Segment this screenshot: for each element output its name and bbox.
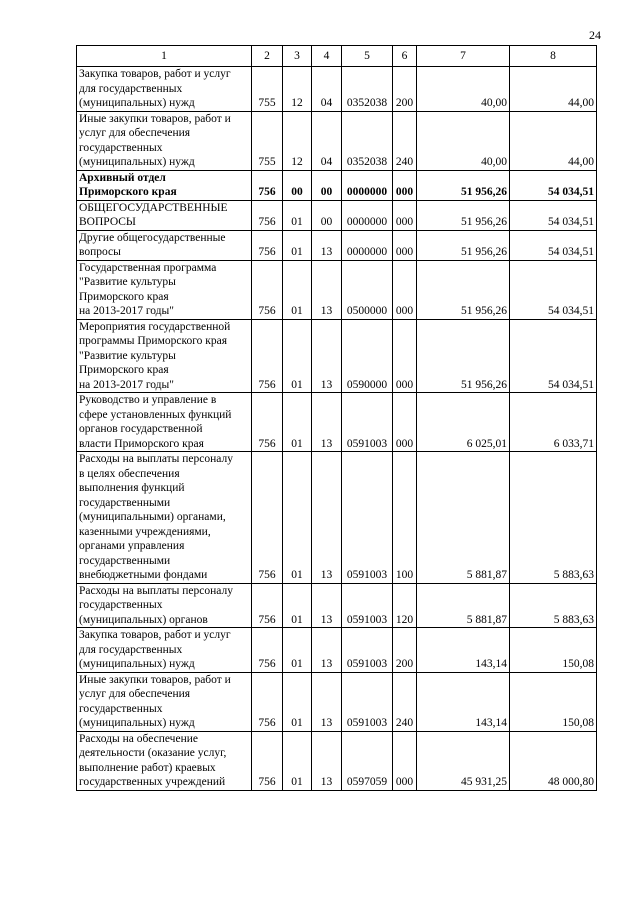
subsection-code-cell: 13 — [312, 628, 342, 673]
amount-col8-cell: 54 034,51 — [510, 200, 597, 230]
amount-col8-cell: 44,00 — [510, 111, 597, 170]
row-name-cell: Архивный отдел Приморского края — [77, 170, 252, 200]
section-code-cell: 01 — [283, 260, 312, 319]
row-name-cell: Расходы на выплаты персоналу государственных (муниципальных) органов — [77, 583, 252, 628]
budget-table — [76, 45, 597, 791]
admin-code-cell: 756 — [252, 319, 283, 393]
subsection-code-cell: 13 — [312, 583, 342, 628]
row-name-cell: Расходы на обеспечение деятельности (оказание услуг, выполнение работ) краевых государственных учреждений — [77, 731, 252, 790]
admin-code-cell: 756 — [252, 452, 283, 584]
amount-col7-cell: 51 956,26 — [417, 319, 510, 393]
amount-col7-cell: 5 881,87 — [417, 452, 510, 584]
amount-col8-cell: 54 034,51 — [510, 170, 597, 200]
amount-col8-cell: 54 034,51 — [510, 260, 597, 319]
section-code-cell: 01 — [283, 628, 312, 673]
amount-col7-cell: 45 931,25 — [417, 731, 510, 790]
table-row — [77, 111, 597, 170]
header-cell: 4 — [312, 46, 342, 67]
expense-type-cell: 000 — [393, 200, 417, 230]
table-row — [77, 230, 597, 260]
section-code-cell: 01 — [283, 731, 312, 790]
section-code-cell: 12 — [283, 67, 312, 112]
section-code-cell: 01 — [283, 230, 312, 260]
subsection-code-cell: 00 — [312, 170, 342, 200]
row-name-cell: Мероприятия государственной программы Приморского края "Развитие культуры Приморского края на 2013-2017 годы" — [77, 319, 252, 393]
target-article-cell: 0591003 — [342, 452, 393, 584]
expense-type-cell: 200 — [393, 628, 417, 673]
header-cell: 5 — [342, 46, 393, 67]
section-code-cell: 01 — [283, 672, 312, 731]
table-row — [77, 260, 597, 319]
amount-col8-cell: 48 000,80 — [510, 731, 597, 790]
table-row — [77, 628, 597, 673]
section-code-cell: 01 — [283, 319, 312, 393]
amount-col7-cell: 51 956,26 — [417, 170, 510, 200]
subsection-code-cell: 13 — [312, 260, 342, 319]
amount-col8-cell: 54 034,51 — [510, 230, 597, 260]
section-code-cell: 01 — [283, 583, 312, 628]
amount-col7-cell: 143,14 — [417, 628, 510, 673]
header-cell: 1 — [77, 46, 252, 67]
amount-col7-cell: 40,00 — [417, 67, 510, 112]
table-row — [77, 731, 597, 790]
table-row — [77, 67, 597, 112]
target-article-cell: 0500000 — [342, 260, 393, 319]
amount-col7-cell: 5 881,87 — [417, 583, 510, 628]
row-name-cell: Другие общегосударственные вопросы — [77, 230, 252, 260]
subsection-code-cell: 13 — [312, 319, 342, 393]
header-cell: 8 — [510, 46, 597, 67]
header-cell: 3 — [283, 46, 312, 67]
expense-type-cell: 000 — [393, 393, 417, 452]
admin-code-cell: 756 — [252, 583, 283, 628]
page-number: 24 — [589, 28, 601, 42]
subsection-code-cell: 13 — [312, 393, 342, 452]
amount-col8-cell: 5 883,63 — [510, 583, 597, 628]
expense-type-cell: 240 — [393, 111, 417, 170]
amount-col8-cell: 5 883,63 — [510, 452, 597, 584]
subsection-code-cell: 13 — [312, 672, 342, 731]
table-row — [77, 452, 597, 584]
row-name-cell: Руководство и управление в сфере установленных функций органов государственной власти Приморского края — [77, 393, 252, 452]
subsection-code-cell: 04 — [312, 111, 342, 170]
expense-type-cell: 000 — [393, 319, 417, 393]
subsection-code-cell: 00 — [312, 200, 342, 230]
target-article-cell: 0591003 — [342, 672, 393, 731]
admin-code-cell: 756 — [252, 628, 283, 673]
admin-code-cell: 756 — [252, 393, 283, 452]
amount-col7-cell: 143,14 — [417, 672, 510, 731]
target-article-cell: 0591003 — [342, 628, 393, 673]
section-code-cell: 00 — [283, 170, 312, 200]
section-code-cell: 01 — [283, 393, 312, 452]
amount-col8-cell: 44,00 — [510, 67, 597, 112]
admin-code-cell: 756 — [252, 731, 283, 790]
expense-type-cell: 200 — [393, 67, 417, 112]
expense-type-cell: 120 — [393, 583, 417, 628]
target-article-cell: 0000000 — [342, 170, 393, 200]
target-article-cell: 0352038 — [342, 111, 393, 170]
row-name-cell: Государственная программа "Развитие культуры Приморского края на 2013-2017 годы" — [77, 260, 252, 319]
row-name-cell: Закупка товаров, работ и услуг для государственных (муниципальных) нужд — [77, 67, 252, 112]
admin-code-cell: 756 — [252, 170, 283, 200]
amount-col7-cell: 40,00 — [417, 111, 510, 170]
header-cell: 6 — [393, 46, 417, 67]
row-name-cell: Расходы на выплаты персоналу в целях обеспечения выполнения функций государственными (муниципальными) органами, казенными учреждениями, органами управления государственными внебюджетными фондами — [77, 452, 252, 584]
table-row — [77, 170, 597, 200]
target-article-cell: 0000000 — [342, 200, 393, 230]
amount-col7-cell: 51 956,26 — [417, 200, 510, 230]
amount-col8-cell: 150,08 — [510, 628, 597, 673]
amount-col7-cell: 51 956,26 — [417, 230, 510, 260]
amount-col7-cell: 51 956,26 — [417, 260, 510, 319]
table-row — [77, 583, 597, 628]
row-name-cell: Иные закупки товаров, работ и услуг для обеспечения государственных (муниципальных) нужд — [77, 672, 252, 731]
subsection-code-cell: 13 — [312, 230, 342, 260]
row-name-cell: Иные закупки товаров, работ и услуг для обеспечения государственных (муниципальных) нужд — [77, 111, 252, 170]
row-name-cell: ОБЩЕГОСУДАРСТВЕННЫЕ ВОПРОСЫ — [77, 200, 252, 230]
expense-type-cell: 000 — [393, 260, 417, 319]
table-row — [77, 672, 597, 731]
admin-code-cell: 756 — [252, 200, 283, 230]
row-name-cell: Закупка товаров, работ и услуг для государственных (муниципальных) нужд — [77, 628, 252, 673]
subsection-code-cell: 13 — [312, 731, 342, 790]
table-row — [77, 319, 597, 393]
amount-col8-cell: 6 033,71 — [510, 393, 597, 452]
expense-type-cell: 240 — [393, 672, 417, 731]
table-row — [77, 393, 597, 452]
section-code-cell: 12 — [283, 111, 312, 170]
expense-type-cell: 100 — [393, 452, 417, 584]
header-cell: 2 — [252, 46, 283, 67]
section-code-cell: 01 — [283, 200, 312, 230]
table-header-row — [77, 46, 597, 67]
admin-code-cell: 755 — [252, 67, 283, 112]
admin-code-cell: 756 — [252, 260, 283, 319]
admin-code-cell: 756 — [252, 230, 283, 260]
subsection-code-cell: 04 — [312, 67, 342, 112]
target-article-cell: 0000000 — [342, 230, 393, 260]
target-article-cell: 0352038 — [342, 67, 393, 112]
admin-code-cell: 756 — [252, 672, 283, 731]
target-article-cell: 0597059 — [342, 731, 393, 790]
section-code-cell: 01 — [283, 452, 312, 584]
header-cell: 7 — [417, 46, 510, 67]
expense-type-cell: 000 — [393, 230, 417, 260]
target-article-cell: 0591003 — [342, 583, 393, 628]
subsection-code-cell: 13 — [312, 452, 342, 584]
target-article-cell: 0591003 — [342, 393, 393, 452]
amount-col8-cell: 54 034,51 — [510, 319, 597, 393]
admin-code-cell: 755 — [252, 111, 283, 170]
target-article-cell: 0590000 — [342, 319, 393, 393]
amount-col7-cell: 6 025,01 — [417, 393, 510, 452]
expense-type-cell: 000 — [393, 170, 417, 200]
expense-type-cell: 000 — [393, 731, 417, 790]
amount-col8-cell: 150,08 — [510, 672, 597, 731]
table-row — [77, 200, 597, 230]
